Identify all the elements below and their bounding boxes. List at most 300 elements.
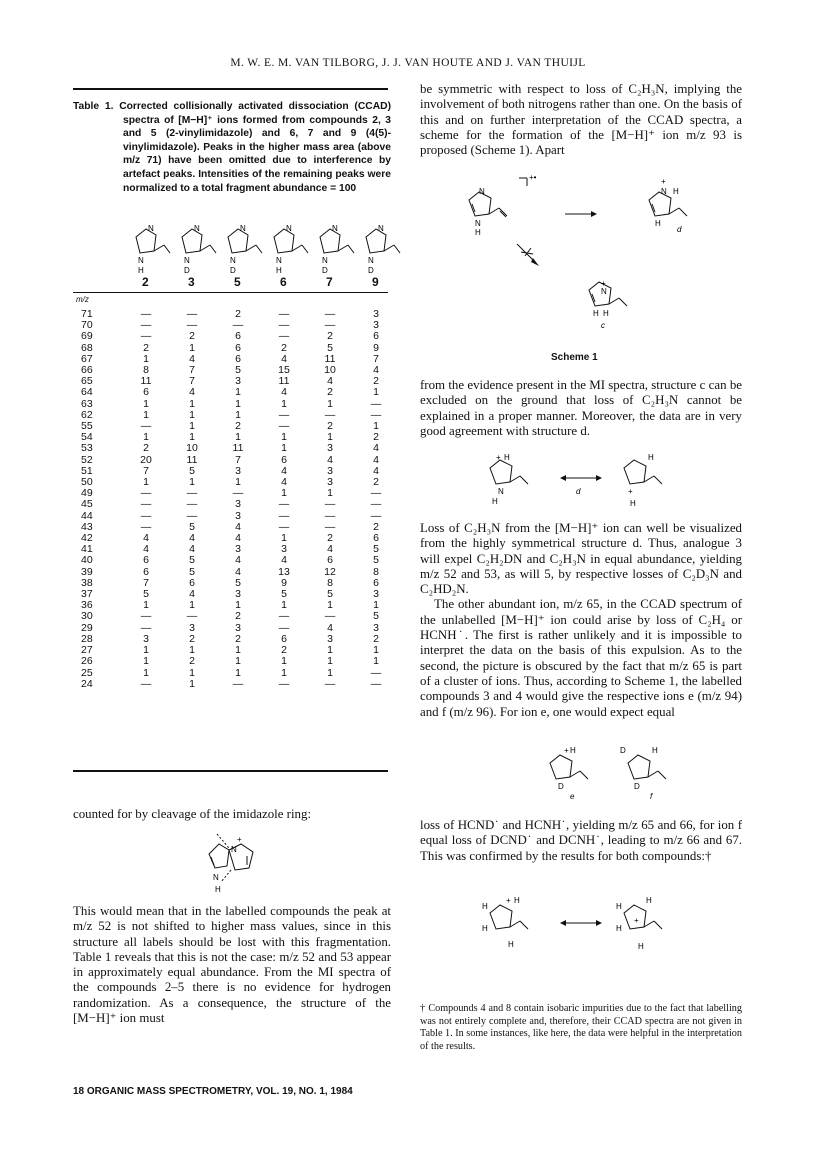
paragraph: be symmetric with respect to loss of C₂H₃N, implying the involvement of both nitrogens rather than one. On the basis of this and on further interpretation of the CCAD spectra, a scheme for the formation of the [M−H]⁺ ion m/z 93 is proposed (Scheme 1). Apart <box>420 82 742 158</box>
mz-cell: 54 <box>81 431 93 444</box>
intensity-cell: 1 <box>235 599 241 612</box>
intensity-cell: 4 <box>281 352 287 365</box>
intensity-cell: 3 <box>327 442 333 455</box>
intensity-cell: 2 <box>327 330 333 343</box>
intensity-cell: 11 <box>140 375 152 388</box>
mz-cell: 49 <box>81 487 93 500</box>
right-col-p3-p4 <box>420 521 742 720</box>
intensity-cell: 10 <box>324 364 336 377</box>
svg-text:N: N <box>230 256 236 265</box>
struct-label-f: f <box>650 792 653 801</box>
intensity-cell: 5 <box>373 543 379 556</box>
svg-text:H: H <box>593 309 599 318</box>
intensity-cell: 1 <box>189 476 195 489</box>
right-col-p5 <box>420 818 742 864</box>
intensity-cell: 1 <box>373 420 379 433</box>
intensity-cell: — <box>140 509 152 522</box>
intensity-cell: 6 <box>373 576 379 589</box>
intensity-cell: — <box>324 520 336 533</box>
intensity-cell: 6 <box>143 565 149 578</box>
svg-text:N: N <box>322 256 328 265</box>
svg-text:+•: +• <box>529 173 537 182</box>
intensity-cell: 5 <box>327 341 333 354</box>
table-bottom-rule <box>73 770 388 772</box>
intensity-cell: 6 <box>327 554 333 567</box>
svg-text:H: H <box>630 499 636 508</box>
intensity-cell: — <box>370 487 382 500</box>
svg-text:H: H <box>638 942 644 951</box>
intensity-cell: — <box>186 319 198 332</box>
intensity-cell: 10 <box>186 442 198 455</box>
intensity-cell: 6 <box>189 576 195 589</box>
mz-cell: 39 <box>81 565 93 578</box>
scheme-label: Scheme 1 <box>551 352 598 363</box>
intensity-cell: 3 <box>327 476 333 489</box>
mz-cell: 36 <box>81 599 93 612</box>
intensity-cell: 6 <box>235 341 241 354</box>
mz-cell: 62 <box>81 408 93 421</box>
intensity-cell: 1 <box>235 644 241 657</box>
intensity-cell: 4 <box>189 532 195 545</box>
mz-cell: 37 <box>81 588 93 601</box>
intensity-cell: 1 <box>373 599 379 612</box>
intensity-cell: 1 <box>143 666 149 679</box>
intensity-cell: 1 <box>235 431 241 444</box>
intensity-cell: 1 <box>235 386 241 399</box>
intensity-cell: 2 <box>327 386 333 399</box>
intensity-cell: — <box>140 420 152 433</box>
mz-cell: 45 <box>81 498 93 511</box>
intensity-cell: 9 <box>281 576 287 589</box>
intensity-cell: — <box>186 487 198 500</box>
intensity-cell: 5 <box>143 588 149 601</box>
intensity-cell: — <box>324 509 336 522</box>
intensity-cell: — <box>140 677 152 690</box>
mz-cell: 44 <box>81 509 93 522</box>
svg-text:H: H <box>475 228 481 237</box>
intensity-cell: 4 <box>327 543 333 556</box>
svg-text:+: + <box>628 487 633 496</box>
intensity-cell: 1 <box>327 431 333 444</box>
intensity-cell: — <box>370 666 382 679</box>
intensity-cell: 2 <box>189 632 195 645</box>
svg-text:H: H <box>652 746 658 755</box>
mz-cell: 69 <box>81 330 93 343</box>
intensity-cell: 3 <box>143 632 149 645</box>
svg-text:N: N <box>240 224 246 233</box>
structure-resonance-2 <box>470 895 700 960</box>
intensity-cell: — <box>278 520 290 533</box>
intensity-cell: 1 <box>189 677 195 690</box>
imidazole-structure <box>320 224 354 275</box>
intensity-cell: 5 <box>235 364 241 377</box>
intensity-cell: 1 <box>327 666 333 679</box>
intensity-cell: 1 <box>373 644 379 657</box>
intensity-cell: — <box>140 621 152 634</box>
svg-text:N: N <box>475 219 481 228</box>
intensity-cell: 2 <box>235 308 241 320</box>
table-row <box>73 443 399 454</box>
imidazole-structure <box>366 224 400 275</box>
intensity-cell: 6 <box>143 386 149 399</box>
mz-cell: 53 <box>81 442 93 455</box>
intensity-cell: 4 <box>189 588 195 601</box>
compound-number: 7 <box>326 275 333 289</box>
mz-cell: 29 <box>81 621 93 634</box>
intensity-cell: 15 <box>278 364 290 377</box>
intensity-cell: — <box>232 319 244 332</box>
intensity-cell: — <box>140 319 152 332</box>
intensity-cell: — <box>370 509 382 522</box>
intensity-cell: — <box>232 487 244 500</box>
svg-text:D: D <box>620 746 626 755</box>
intensity-cell: 4 <box>281 386 287 399</box>
paragraph: Loss of C₂H₃N from the [M−H]⁺ ion can well be visualized from the highly symmetrical structure d. Thus, analogue 3 will expel C₂H₂DN and C₂H₃N in equal abundance, yielding m/z 52 and 53, as will 5, by respective losses of C₂D₃N and C₂HD₂N. <box>420 521 742 597</box>
svg-text:N: N <box>286 224 292 233</box>
paragraph: This would mean that in the labelled compounds the peak at m/z 52 is not shifted to higher mass values, since in this structure all labels should be lost with this fragmentation. Table 1 reveals that this is not the case: m/z 52 and 53 appear in approximately equal abundance. From the MI spectra of the compounds 2–5 there is no evidence for hydrogen randomization. As a consequence, the structure of the [M−H]⁺ ion must <box>73 904 391 1026</box>
intensity-cell: 6 <box>281 632 287 645</box>
intensity-cell: 6 <box>281 453 287 466</box>
intensity-cell: 2 <box>373 431 379 444</box>
intensity-cell: 1 <box>281 532 287 545</box>
intensity-cell: — <box>278 610 290 623</box>
mz-cell: 65 <box>81 375 93 388</box>
intensity-cell: 1 <box>143 599 149 612</box>
intensity-cell: 3 <box>373 588 379 601</box>
svg-text:D: D <box>558 782 564 791</box>
intensity-cell: 3 <box>235 509 241 522</box>
svg-text:H: H <box>492 497 498 506</box>
svg-text:H: H <box>655 219 661 228</box>
svg-text:H: H <box>138 266 144 275</box>
footer: 18 ORGANIC MASS SPECTROMETRY, VOL. 19, NO. 1, 1984 <box>73 1086 353 1097</box>
svg-text:D: D <box>368 266 374 275</box>
struct-label-d: d <box>576 487 581 496</box>
mz-cell: 66 <box>81 364 93 377</box>
intensity-cell: 5 <box>189 554 195 567</box>
intensity-cell: — <box>278 319 290 332</box>
svg-text:N: N <box>138 256 144 265</box>
intensity-cell: 3 <box>373 308 379 320</box>
intensity-cell: 2 <box>373 520 379 533</box>
intensity-cell: — <box>140 330 152 343</box>
mz-cell: 42 <box>81 532 93 545</box>
intensity-cell: 5 <box>373 610 379 623</box>
intensity-cell: — <box>186 610 198 623</box>
intensity-cell: 1 <box>235 397 241 410</box>
intensity-cell: 12 <box>324 565 336 578</box>
intensity-cell: 1 <box>281 442 287 455</box>
table-row <box>73 555 399 566</box>
intensity-cell: 3 <box>281 543 287 556</box>
mz-cell: 43 <box>81 520 93 533</box>
svg-text:H: H <box>514 896 520 905</box>
intensity-cell: 1 <box>373 386 379 399</box>
intensity-cell: 1 <box>235 666 241 679</box>
intensity-cell: 9 <box>373 341 379 354</box>
intensity-cell: 1 <box>189 397 195 410</box>
svg-text:N: N <box>332 224 338 233</box>
mz-cell: 63 <box>81 397 93 410</box>
intensity-cell: 2 <box>235 610 241 623</box>
intensity-cell: 4 <box>189 352 195 365</box>
table-row <box>73 331 399 342</box>
svg-text:H: H <box>504 453 510 462</box>
intensity-cell: — <box>278 408 290 421</box>
paragraph: The other abundant ion, m/z 65, in the CCAD spectrum of the unlabelled [M−H]⁺ ion could arise by loss of C₂H₄ or HCNH˙. The first is rather unlikely and it is impossible to interpret the data on the basis of this expulsion. As to the second, the picture is obscured by the fact that m/z 65 is part of a cluster of ions. Thus, according to Scheme 1, the labelled compounds 3 and 4 would give the respective ions e (m/z 94) and f (m/z 96). For ion e, one would expect equal <box>420 597 742 719</box>
table-row <box>73 656 399 667</box>
svg-text:N: N <box>498 487 504 496</box>
svg-text:N: N <box>601 287 607 296</box>
intensity-cell: 5 <box>373 554 379 567</box>
intensity-cell: 8 <box>327 576 333 589</box>
svg-text:H: H <box>616 924 622 933</box>
imidazole-structure <box>136 224 170 275</box>
intensity-cell: 1 <box>189 644 195 657</box>
intensity-cell: 13 <box>278 565 290 578</box>
intensity-cell: 1 <box>281 431 287 444</box>
svg-text:H: H <box>482 924 488 933</box>
mz-cell: 41 <box>81 543 93 556</box>
svg-text:H: H <box>603 309 609 318</box>
intensity-cell: 6 <box>235 330 241 343</box>
intensity-cell: — <box>370 498 382 511</box>
mz-cell: 52 <box>81 453 93 466</box>
imidazole-structure <box>274 224 308 275</box>
intensity-cell: — <box>278 621 290 634</box>
intensity-cell: 4 <box>235 532 241 545</box>
compound-number: 5 <box>234 275 241 289</box>
running-header: M. W. E. M. VAN TILBORG, J. J. VAN HOUTE AND J. VAN THUIJL <box>230 57 586 69</box>
struct-label-c: c <box>601 321 605 330</box>
intensity-cell: — <box>324 677 336 690</box>
intensity-cell: 6 <box>373 532 379 545</box>
intensity-cell: 4 <box>189 543 195 556</box>
paragraph: loss of HCND˙ and HCNH˙, yielding m/z 65 and 66, for ion f equal loss of DCND˙ and DCNH˙, leading to m/z 66 and 67. This was confirmed by the results for both compounds:† <box>420 818 742 863</box>
intensity-cell: — <box>186 308 198 320</box>
table-structures <box>73 215 393 275</box>
svg-text:N: N <box>213 873 219 882</box>
table-row <box>73 499 399 510</box>
paragraph: counted for by cleavage of the imidazole ring: <box>73 807 312 821</box>
intensity-cell: 5 <box>189 565 195 578</box>
intensity-cell: 1 <box>281 666 287 679</box>
svg-text:N: N <box>479 187 485 196</box>
svg-text:H: H <box>215 885 221 894</box>
intensity-cell: — <box>140 610 152 623</box>
mz-cell: 28 <box>81 632 93 645</box>
svg-text:H: H <box>648 453 654 462</box>
svg-text:H: H <box>570 746 576 755</box>
intensity-cell: — <box>278 308 290 320</box>
table-caption <box>73 100 391 195</box>
svg-text:H: H <box>276 266 282 275</box>
intensity-cell: 7 <box>189 375 195 388</box>
intensity-cell: — <box>324 610 336 623</box>
intensity-cell: 2 <box>327 532 333 545</box>
svg-text:H: H <box>616 902 622 911</box>
intensity-cell: 1 <box>327 644 333 657</box>
intensity-cell: 3 <box>235 588 241 601</box>
intensity-cell: 3 <box>373 621 379 634</box>
intensity-cell: 4 <box>373 442 379 455</box>
intensity-cell: 1 <box>143 431 149 444</box>
imidazole-structure <box>228 224 262 275</box>
intensity-cell: 1 <box>235 408 241 421</box>
svg-text:N: N <box>148 224 154 233</box>
intensity-cell: — <box>186 509 198 522</box>
svg-text:H: H <box>646 896 652 905</box>
intensity-cell: 7 <box>143 576 149 589</box>
intensity-cell: 11 <box>278 375 290 388</box>
intensity-cell: 1 <box>189 599 195 612</box>
intensity-cell: 1 <box>189 408 195 421</box>
right-col-p1 <box>420 82 742 158</box>
svg-text:H: H <box>508 940 514 949</box>
intensity-cell: — <box>232 677 244 690</box>
intensity-cell: 1 <box>327 397 333 410</box>
imidazole-structure <box>182 224 216 275</box>
intensity-cell: — <box>278 420 290 433</box>
intensity-cell: 1 <box>189 341 195 354</box>
intensity-cell: 1 <box>189 431 195 444</box>
mz-axis-label: m/z <box>76 295 89 304</box>
intensity-cell: 3 <box>235 464 241 477</box>
intensity-cell: — <box>324 498 336 511</box>
intensity-cell: — <box>140 498 152 511</box>
mz-cell: 64 <box>81 386 93 399</box>
intensity-cell: 6 <box>235 352 241 365</box>
intensity-cell: 3 <box>235 375 241 388</box>
struct-label-d: d <box>677 225 682 234</box>
compound-number: 9 <box>372 275 379 289</box>
intensity-cell: — <box>140 487 152 500</box>
mz-cell: 68 <box>81 341 93 354</box>
intensity-cell: 3 <box>373 319 379 332</box>
mz-cell: 71 <box>81 308 93 320</box>
intensity-cell: 4 <box>281 464 287 477</box>
intensity-cell: 2 <box>189 330 195 343</box>
intensity-cell: 4 <box>235 565 241 578</box>
intensity-cell: — <box>278 498 290 511</box>
intensity-cell: 4 <box>373 453 379 466</box>
intensity-cell: 11 <box>186 453 198 466</box>
svg-text:N: N <box>378 224 384 233</box>
intensity-cell: 4 <box>327 621 333 634</box>
paragraph: from the evidence present in the MI spectra, structure c can be excluded on the ground that loss of C₂H₃N cannot be explained in a proper manner. Moreover, the data are in very good agreement with structure d. <box>420 378 742 438</box>
table-top-rule <box>73 88 388 90</box>
intensity-cell: 3 <box>327 632 333 645</box>
mz-cell: 30 <box>81 610 93 623</box>
intensity-cell: 6 <box>143 554 149 567</box>
svg-text:N: N <box>194 224 200 233</box>
mz-cell: 40 <box>81 554 93 567</box>
footnote: † Compounds 4 and 8 contain isobaric impurities due to the fact that labelling was not entirely complete and, therefore, their CCAD spectra are not given in Table 1. In some instances, like here, the data were helpful in the interpretation of the results. <box>420 1003 742 1052</box>
table-row <box>73 679 399 690</box>
compound-number: 2 <box>142 275 149 289</box>
intensity-cell: — <box>370 397 382 410</box>
structures-e-f <box>530 745 700 805</box>
intensity-cell: 1 <box>143 397 149 410</box>
intensity-cell: 5 <box>189 464 195 477</box>
intensity-cell: 2 <box>373 375 379 388</box>
svg-text:D: D <box>230 266 236 275</box>
intensity-cell: 4 <box>373 464 379 477</box>
intensity-cell: 4 <box>327 453 333 466</box>
svg-text:N: N <box>368 256 374 265</box>
intensity-cell: 8 <box>373 565 379 578</box>
intensity-cell: — <box>278 509 290 522</box>
intensity-cell: 1 <box>143 476 149 489</box>
compound-number: 6 <box>280 275 287 289</box>
left-col-p1 <box>73 807 391 822</box>
intensity-cell: 1 <box>281 397 287 410</box>
intensity-cell: 20 <box>140 453 152 466</box>
intensity-cell: 1 <box>143 352 149 365</box>
intensity-cell: — <box>324 408 336 421</box>
intensity-cell: 5 <box>189 520 195 533</box>
intensity-cell: 2 <box>281 644 287 657</box>
struct-label-e: e <box>570 792 575 801</box>
table-row <box>73 611 399 622</box>
mz-cell: 24 <box>81 677 93 690</box>
svg-text:+: + <box>601 279 606 288</box>
mz-cell: 50 <box>81 476 93 489</box>
svg-text:+: + <box>237 835 242 844</box>
intensity-cell: — <box>370 677 382 690</box>
intensity-cell: 2 <box>189 655 195 668</box>
intensity-cell: 6 <box>373 330 379 343</box>
mz-cell: 67 <box>81 352 93 365</box>
intensity-cell: 1 <box>189 420 195 433</box>
intensity-cell: 7 <box>143 464 149 477</box>
left-col-p2 <box>73 904 391 1026</box>
mz-cell: 55 <box>81 420 93 433</box>
intensity-cell: 1 <box>281 599 287 612</box>
intensity-cell: 3 <box>189 621 195 634</box>
svg-text:D: D <box>634 782 640 791</box>
intensity-cell: 1 <box>143 644 149 657</box>
intensity-cell: 2 <box>373 476 379 489</box>
intensity-cell: 2 <box>143 341 149 354</box>
intensity-cell: 2 <box>281 341 287 354</box>
intensity-cell: 11 <box>324 352 336 365</box>
intensity-cell: 5 <box>281 588 287 601</box>
intensity-cell: 1 <box>235 476 241 489</box>
mz-cell: 27 <box>81 644 93 657</box>
intensity-cell: 4 <box>281 476 287 489</box>
intensity-cell: 1 <box>281 487 287 500</box>
intensity-cell: 1 <box>235 655 241 668</box>
intensity-cell: 4 <box>373 364 379 377</box>
svg-text:+: + <box>661 177 666 186</box>
intensity-cell: 2 <box>373 632 379 645</box>
intensity-cell: 3 <box>235 543 241 556</box>
intensity-cell: 1 <box>189 666 195 679</box>
intensity-cell: 3 <box>235 621 241 634</box>
intensity-cell: 2 <box>235 632 241 645</box>
ring-cleavage-structure <box>195 830 275 895</box>
intensity-cell: — <box>370 408 382 421</box>
svg-text:N: N <box>231 845 237 854</box>
table-mid-rule <box>73 292 388 293</box>
intensity-cell: 4 <box>281 554 287 567</box>
intensity-cell: 4 <box>143 532 149 545</box>
intensity-cell: 4 <box>189 386 195 399</box>
compound-number: 3 <box>188 275 195 289</box>
svg-text:D: D <box>322 266 328 275</box>
intensity-cell: 7 <box>235 453 241 466</box>
